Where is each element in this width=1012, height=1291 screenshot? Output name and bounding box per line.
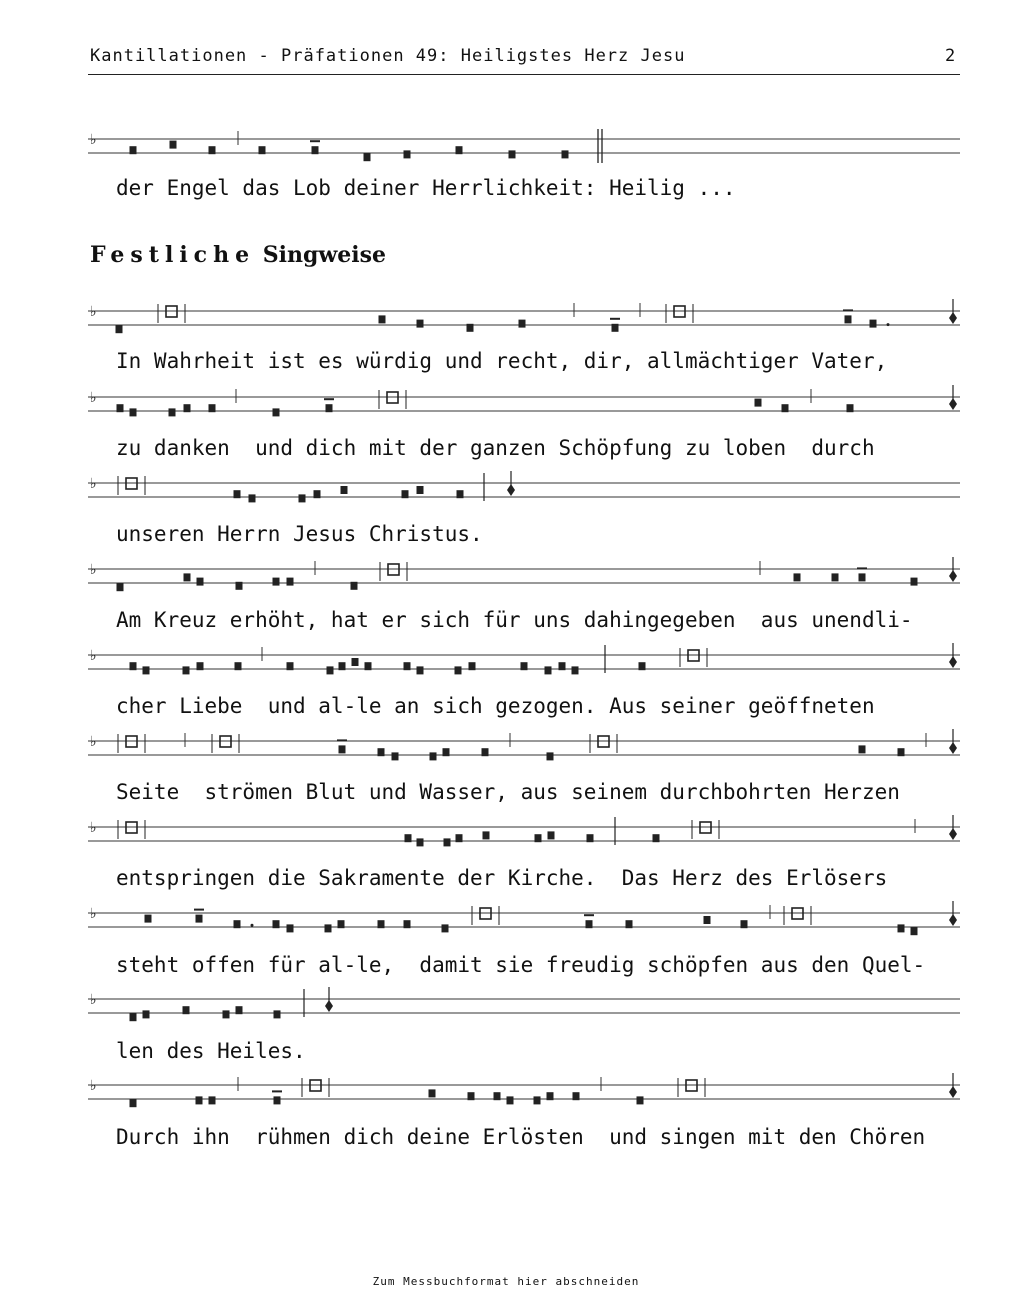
chant-note (405, 834, 412, 842)
flat-clef-icon: ♭ (90, 648, 97, 664)
chant-note (521, 662, 528, 670)
final-diamond-icon (325, 1000, 333, 1012)
chant-note (143, 1010, 150, 1018)
final-diamond-icon (949, 742, 957, 754)
chant-note (392, 752, 399, 760)
chant-note (417, 666, 424, 674)
chant-note (378, 748, 385, 756)
chant-note (327, 666, 334, 674)
chant-note (507, 1096, 514, 1104)
chant-staff-4 (0, 469, 1012, 514)
chant-note (519, 320, 526, 328)
flat-clef-icon: ♭ (90, 734, 97, 750)
chant-note (274, 1096, 281, 1104)
chant-note (898, 748, 905, 756)
chant-note (223, 1010, 230, 1018)
chant-note (482, 748, 489, 756)
chant-note (547, 1092, 554, 1100)
chant-note (325, 924, 332, 932)
chant-staff-9 (0, 899, 1012, 944)
chant-note (911, 927, 918, 935)
chant-staff-6 (0, 641, 1012, 686)
chant-note (847, 404, 854, 412)
chant-note (402, 490, 409, 498)
chant-note (612, 324, 619, 332)
final-diamond-icon (949, 914, 957, 926)
chant-note (116, 325, 123, 333)
chant-note (184, 404, 191, 412)
chant-note (145, 915, 152, 923)
chant-note (379, 315, 386, 323)
chant-note (467, 324, 474, 332)
lyric-line-8: entspringen die Sakramente der Kirche. Das Herz des Erlösers (116, 866, 888, 890)
final-diamond-icon (949, 398, 957, 410)
chant-note (197, 662, 204, 670)
chant-note (287, 924, 294, 932)
cut-here-note: Zum Messbuchformat hier abschneiden (372, 1275, 640, 1288)
section-heading (90, 242, 386, 268)
flat-clef-icon: ♭ (90, 476, 97, 492)
final-diamond-icon (949, 828, 957, 840)
chant-note (535, 834, 542, 842)
chant-note (444, 838, 451, 846)
chant-note (117, 404, 124, 412)
chant-note (209, 1096, 216, 1104)
chant-note (573, 1092, 580, 1100)
chant-note (287, 662, 294, 670)
chant-note (545, 666, 552, 674)
lyric-line-10: len des Heiles. (116, 1039, 306, 1063)
chant-note (314, 490, 321, 498)
chant-note (870, 320, 877, 328)
chant-note (326, 404, 333, 412)
chant-note (494, 1092, 501, 1100)
chant-note (312, 146, 319, 154)
chant-note (509, 150, 516, 158)
chant-note (299, 494, 306, 502)
chant-note (273, 920, 280, 928)
chant-note (547, 752, 554, 760)
chant-note (273, 578, 280, 586)
chant-note (196, 915, 203, 923)
chant-note (859, 745, 866, 753)
chant-note (572, 666, 579, 674)
chant-note (911, 578, 918, 586)
chant-note (341, 486, 348, 494)
flat-clef-icon: ♭ (90, 304, 97, 320)
lyric-line-7: Seite strömen Blut und Wasser, aus seinem durchbohrten Herzen (116, 780, 900, 804)
final-diamond-icon (949, 570, 957, 582)
chant-note (468, 1092, 475, 1100)
chant-note (417, 486, 424, 494)
final-diamond-icon (949, 1086, 957, 1098)
chant-note (442, 924, 449, 932)
lyric-line-1: der Engel das Lob deiner Herrlichkeit: Heilig ... (116, 176, 736, 200)
chant-note (236, 582, 243, 590)
chant-note (130, 408, 137, 416)
chant-note (365, 662, 372, 670)
chant-note (794, 573, 801, 581)
chant-note (183, 666, 190, 674)
chant-staff-5 (0, 555, 1012, 600)
chant-staff-10 (0, 985, 1012, 1030)
chant-note (548, 831, 555, 839)
header-rule (88, 74, 960, 75)
chant-staff-8 (0, 813, 1012, 858)
chant-note (559, 662, 566, 670)
chant-note (130, 1013, 137, 1021)
lyric-line-6: cher Liebe und al-le an sich gezogen. Aus seiner geöffneten (116, 694, 875, 718)
punctum-dot (887, 323, 890, 326)
chant-note (639, 662, 646, 670)
chant-note (534, 1096, 541, 1104)
chant-note (183, 1006, 190, 1014)
chant-note (898, 924, 905, 932)
chant-note (782, 404, 789, 412)
final-diamond-icon (507, 484, 515, 496)
chant-staff-11 (0, 1071, 1012, 1116)
chant-note (626, 920, 633, 928)
chant-note (637, 1096, 644, 1104)
chant-note (404, 662, 411, 670)
chant-note (653, 834, 660, 842)
chant-note (273, 408, 280, 416)
section-heading-spaced: Festliche (90, 242, 256, 268)
chant-note (741, 920, 748, 928)
chant-staff-1 (0, 125, 1012, 170)
chant-note (456, 146, 463, 154)
chant-note (845, 315, 852, 323)
chant-note (184, 573, 191, 581)
chant-note (249, 494, 256, 502)
chant-note (417, 320, 424, 328)
section-heading-word: Singweise (262, 242, 387, 268)
chant-note (259, 146, 266, 154)
chant-note (417, 838, 424, 846)
chant-note (351, 582, 358, 590)
chant-note (209, 404, 216, 412)
chant-note (378, 920, 385, 928)
flat-clef-icon: ♭ (90, 132, 97, 148)
final-diamond-icon (949, 656, 957, 668)
flat-clef-icon: ♭ (90, 1078, 97, 1094)
final-diamond-icon (949, 312, 957, 324)
flat-clef-icon: ♭ (90, 390, 97, 406)
lyric-line-11: Durch ihn rühmen dich deine Erlösten und singen mit den Chören (116, 1125, 926, 1149)
flat-clef-icon: ♭ (90, 562, 97, 578)
chant-note (562, 150, 569, 158)
lyric-line-9: steht offen für al-le, damit sie freudig schöpfen aus den Quel- (116, 953, 926, 977)
chant-note (455, 666, 462, 674)
chant-note (457, 490, 464, 498)
chant-note (287, 578, 294, 586)
chant-note (456, 834, 463, 842)
chant-note (234, 920, 241, 928)
chant-staff-2 (0, 297, 1012, 342)
chant-note (338, 920, 345, 928)
page-header-title: Kantillationen - Präfationen 49: Heiligstes Herz Jesu (90, 46, 686, 66)
chant-note (130, 1099, 137, 1107)
chant-note (339, 745, 346, 753)
chant-staff-7 (0, 727, 1012, 772)
chant-note (859, 573, 866, 581)
chant-note (143, 666, 150, 674)
lyric-line-3: zu danken und dich mit der ganzen Schöpfung zu loben durch (116, 436, 875, 460)
chant-note (364, 153, 371, 161)
punctum-dot (251, 924, 254, 927)
flat-clef-icon: ♭ (90, 820, 97, 836)
chant-note (352, 658, 359, 666)
chant-note (443, 748, 450, 756)
chant-note (209, 146, 216, 154)
chant-note (429, 1089, 436, 1097)
flat-clef-icon: ♭ (90, 906, 97, 922)
page-number: 2 (945, 46, 956, 66)
chant-note (117, 583, 124, 591)
lyric-line-4: unseren Herrn Jesus Christus. (116, 522, 483, 546)
chant-note (483, 831, 490, 839)
chant-note (130, 662, 137, 670)
flat-clef-icon: ♭ (90, 992, 97, 1008)
chant-note (469, 662, 476, 670)
chant-note (832, 573, 839, 581)
chant-note (169, 408, 176, 416)
chant-note (339, 662, 346, 670)
chant-note (130, 146, 137, 154)
chant-note (196, 1096, 203, 1104)
chant-note (587, 834, 594, 842)
chant-note (586, 920, 593, 928)
chant-note (404, 150, 411, 158)
chant-staff-3 (0, 383, 1012, 428)
chant-note (755, 399, 762, 407)
chant-note (704, 916, 711, 924)
chant-note (274, 1010, 281, 1018)
chant-note (197, 578, 204, 586)
chant-note (404, 920, 411, 928)
chant-note (236, 1006, 243, 1014)
lyric-line-2: In Wahrheit ist es würdig und recht, dir, allmächtiger Vater, (116, 349, 888, 373)
chant-note (235, 662, 242, 670)
chant-note (234, 490, 241, 498)
chant-note (430, 752, 437, 760)
lyric-line-5: Am Kreuz erhöht, hat er sich für uns dahingegeben aus unendli- (116, 608, 913, 632)
chant-note (170, 141, 177, 149)
